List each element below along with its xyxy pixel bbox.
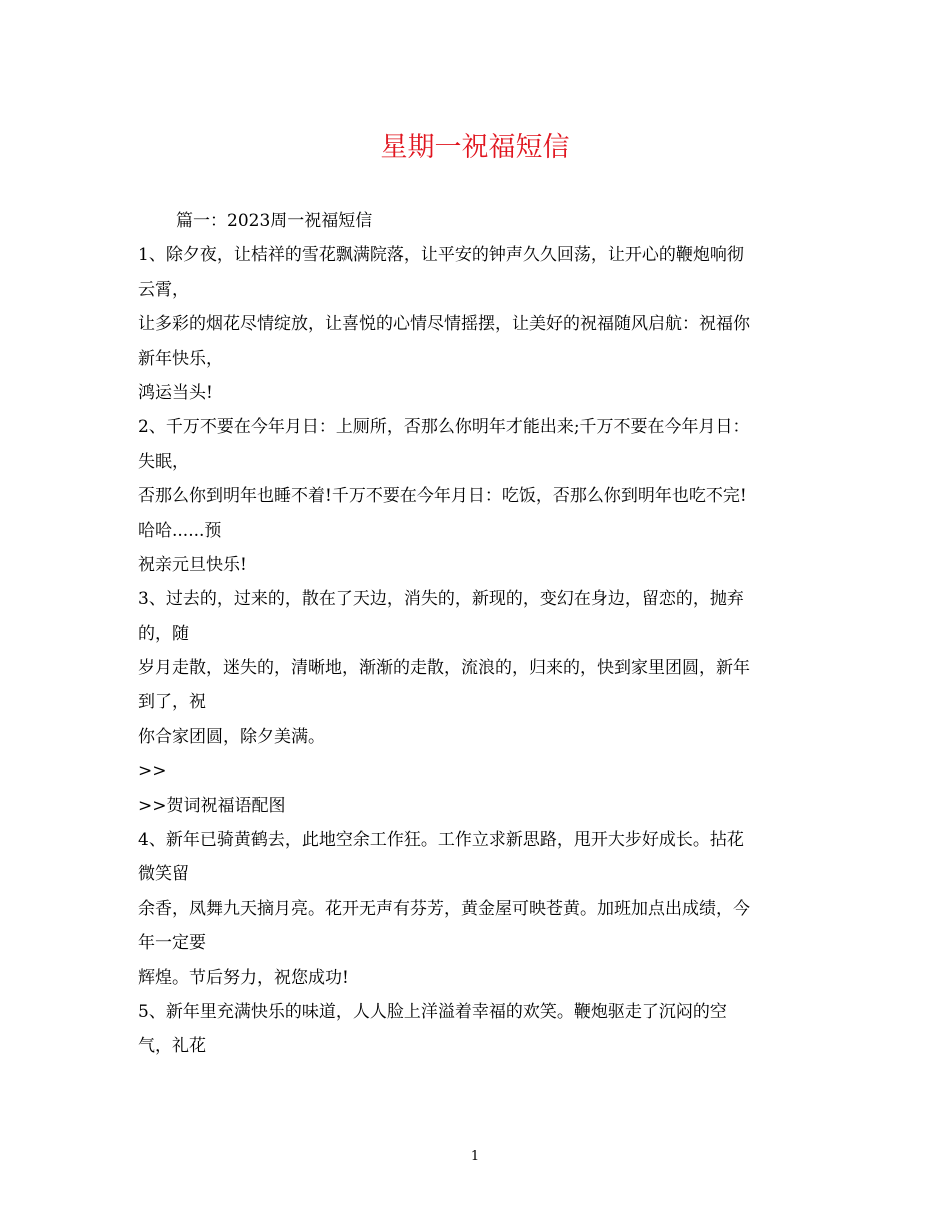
text-line: 否那么你到明年也睡不着!千万不要在今年月日：吃饭，否那么你到明年也吃不完!	[138, 486, 747, 507]
text-line: 云霄，	[138, 279, 189, 300]
text-line: 气，礼花	[138, 1036, 206, 1057]
text-line: 岁月走散，迷失的，清晰地，渐渐的走散，流浪的，归来的，快到家里团圆，新年	[138, 658, 750, 679]
text-line: 微笑留	[138, 864, 189, 885]
text-line: 年一定要	[138, 933, 206, 954]
text-line: 的，随	[138, 623, 189, 644]
text-line: 辉煌。节后努力，祝您成功!	[138, 967, 349, 988]
text-line: 鸿运当头!	[138, 382, 213, 403]
text-line: 1、除夕夜，让桔祥的雪花飘满院落，让平安的钟声久久回荡，让开心的鞭炮响彻	[138, 245, 744, 266]
text-line: >>	[138, 761, 167, 782]
text-line: 5、新年里充满快乐的味道，人人脸上洋溢着幸福的欢笑。鞭炮驱走了沉闷的空	[138, 1001, 727, 1022]
text-line: 2、千万不要在今年月日：上厕所，否那么你明年才能出来;千万不要在今年月日：	[138, 417, 750, 438]
page-title: 星期一祝福短信	[380, 132, 570, 163]
text-line: 到了，祝	[138, 692, 206, 713]
text-line: 让多彩的烟花尽情绽放，让喜悦的心情尽情摇摆，让美好的祝福随风启航：祝福你	[138, 314, 750, 335]
text-line: 新年快乐，	[138, 348, 223, 369]
section-heading: 篇一：2023周一祝福短信	[176, 211, 373, 231]
text-line: 你合家团圆，除夕美满。	[138, 726, 325, 747]
document-body	[138, 204, 818, 1064]
text-line: 4、新年已骑黄鹤去，此地空余工作狂。工作立求新思路，甩开大步好成长。拈花	[138, 830, 744, 851]
text-line: 3、过去的，过来的，散在了天边，消失的，新现的，变幻在身边，留恋的，抛弃	[138, 589, 744, 610]
page-number: 1	[470, 1149, 480, 1164]
text-line: 失眠，	[138, 451, 189, 472]
text-line: >>贺词祝福语配图	[138, 795, 286, 816]
text-line: 祝亲元旦快乐!	[138, 554, 247, 575]
text-line: 余香，凤舞九天摘月亮。花开无声有芬芳，黄金屋可映苍黄。加班加点出成绩，今	[138, 898, 750, 919]
text-line: 哈哈......预	[138, 520, 222, 541]
